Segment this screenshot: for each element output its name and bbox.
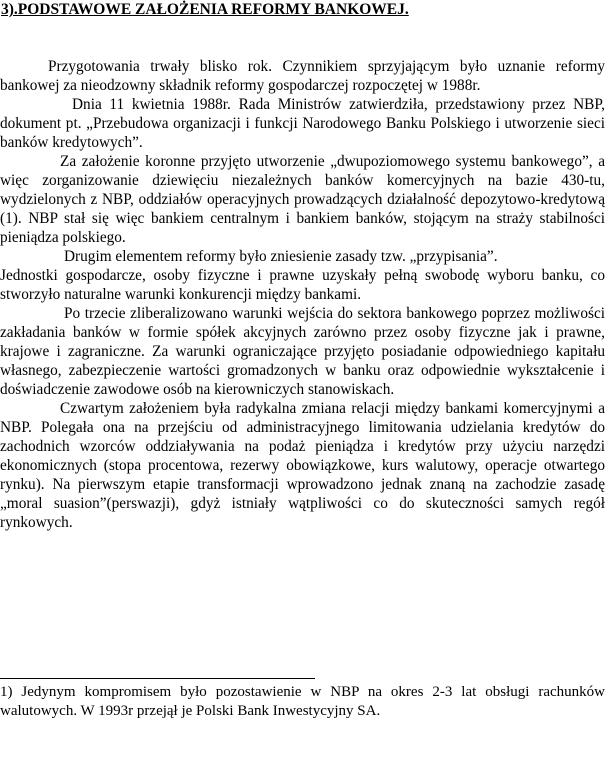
paragraph: Drugim elementem reformy było zniesienie zasady tzw. „przypisania”. [64,248,498,265]
footnote-separator [0,678,315,679]
paragraph: Czwartym założeniem była radykalna zmiana relacji między bankami komercyjnymi a NBP. Polegała ona na przejściu od administracyjnego limitowania udzielania kredytów do zachodnich wzorców oddziaływania na podaż pieniądza i kredytów przy użyciu narzędzi ekonomicznych (stopa procentowa, rezerwy obowiązkowe, kurs walutowy, operacje otwartego rynku). Na pierwszym etapie transformacji wprowadzono jednak znaną na zachodzie zasadę „moral suasion”(perswazji), gdyż istniały wątpliwości co do skuteczności samych regół rynkowych. [0,400,605,531]
footnote: 1) Jedynym kompromisem było pozostawienie w NBP na okres 2-3 lat obsługi rachunków walutowych. W 1993r przejął je Polski Bank Inwestycyjny SA. [0,684,605,719]
paragraph: Dnia 11 kwietnia 1988r. Rada Ministrów zatwierdziła, przedstawiony przez NBP, dokument pt. „Przebudowa organizacji i funkcji Narodowego Banku Polskiego i utworzenie sieci banków kredytowych”. [0,96,605,151]
body-text [0,57,605,532]
paragraph: Po trzecie zliberalizowano warunki wejścia do sektora bankowego poprzez możliwości zakładania banków w formie spółek akcyjnych zarówno przez osoby fizyczne jak i prawne, krajowe i zagraniczne. Za warunki ograniczające przyjęto posiadanie odpowiedniego kapitału własnego, zabezpieczenie wartości gromadzonych w banku oraz odpowiednie wykształcenie i doświadczenie zawodowe osób na kierowniczych stanowiskach. [0,305,605,398]
paragraph: Przygotowania trwały blisko rok. Czynnikiem sprzyjającym było uznanie reformy bankowej za nieodzowny składnik reformy gospodarczej rozpoczętej w 1988r. [0,58,605,94]
paragraph: Za założenie koronne przyjęto utworzenie „dwupoziomowego systemu bankowego”, a więc zorganizowanie dziewięciu niezależnych banków komercyjnych na bazie 430-tu, wydzielonych z NBP, oddziałów operacyjnych prowadzących działalność depozytowo-kredytową (1). NBP stał się więc bankiem centralnym i bankiem banków, stojącym na straży stabilności pieniądza polskiego. [0,153,605,246]
section-heading: 3).PODSTAWOWE ZAŁOŻENIA REFORMY BANKOWEJ. [1,1,409,18]
paragraph: Jednostki gospodarcze, osoby fizyczne i prawne uzyskały pełną swobodę wyboru banku, co stworzyło naturalne warunki konkurencji między bankami. [0,267,605,303]
